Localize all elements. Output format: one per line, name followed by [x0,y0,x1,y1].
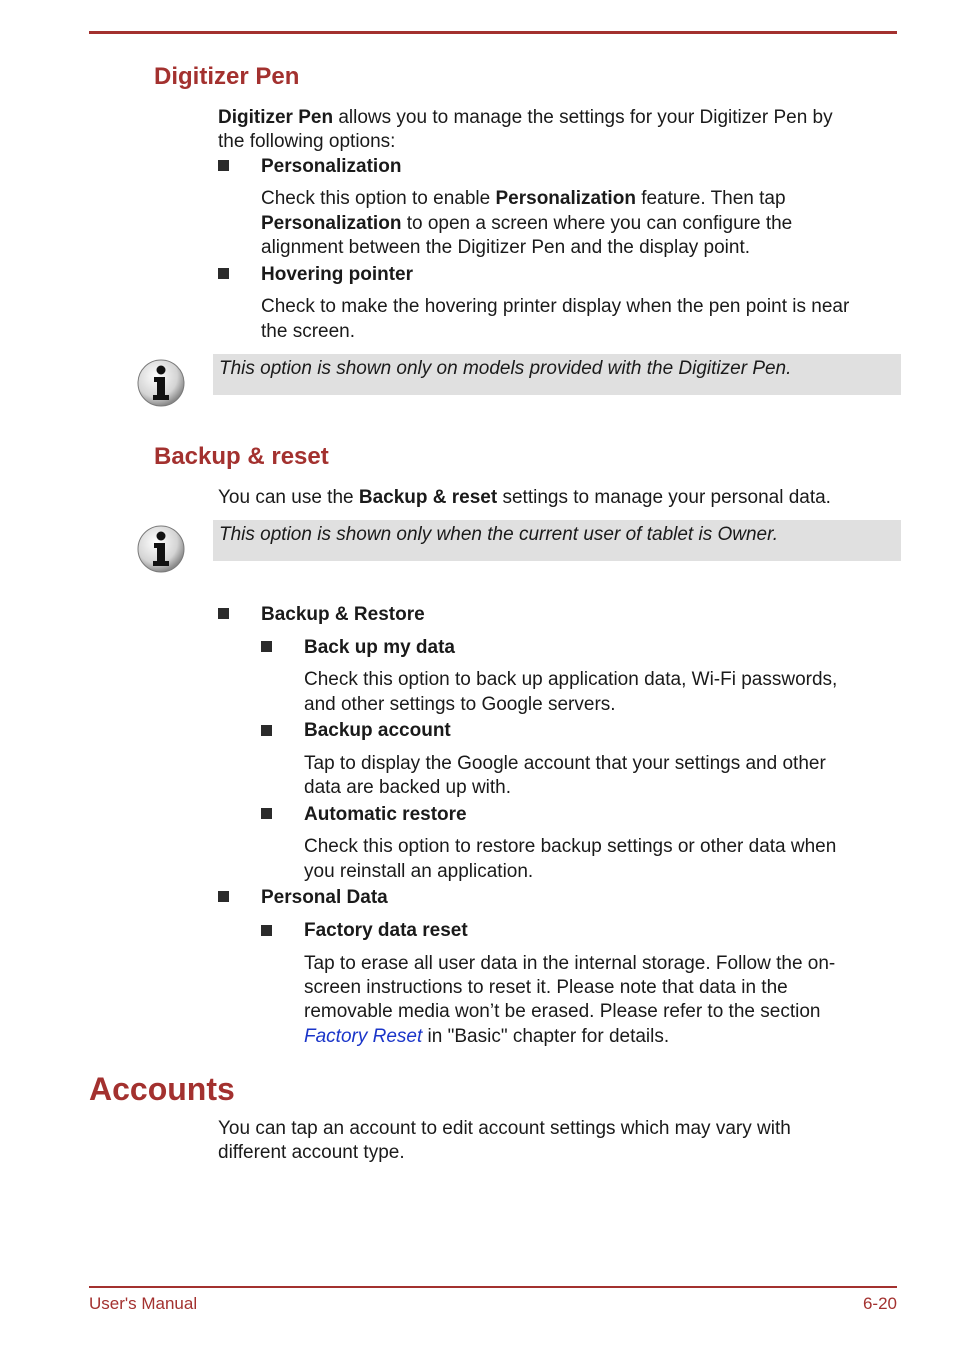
footer-title: User's Manual [89,1294,198,1313]
personalization-line3: alignment between the Digitizer Pen and the display point. [261,237,751,258]
digitizer-intro-text: allows you to manage the settings for your Digitizer Pen by [333,107,833,128]
personal-data-title: Personal Data [261,887,388,908]
automatic-restore-line2: you reinstall an application. [304,861,534,882]
info-icon [136,358,186,408]
backup-account-line2: data are backed up with. [304,777,512,798]
text-span: in "Basic" chapter for details. [422,1026,670,1047]
top-rule [89,31,897,34]
factory-line2: screen instructions to reset it. Please note that data in the [304,977,788,998]
bullet-icon [218,160,229,171]
automatic-restore-title: Automatic restore [304,804,467,825]
text-span-bold: Personalization [495,188,636,209]
bullet-icon [261,725,272,736]
note-text: This option is shown only when the current user of tablet is Owner. [219,524,779,545]
text-span: You can use the [218,487,359,508]
factory-reset-link[interactable]: Factory Reset [304,1026,423,1047]
back-up-my-data-line1: Check this option to back up application data, Wi-Fi passwords, [304,669,838,690]
chapter-heading-accounts: Accounts [89,1071,235,1107]
factory-line4 [304,1025,669,1050]
footer-rule [89,1286,897,1288]
bullet-icon [261,925,272,936]
info-icon [136,524,186,574]
bullet-icon [261,641,272,652]
note-box-backup [213,520,901,561]
factory-line1: Tap to erase all user data in the internal storage. Follow the on- [304,953,836,974]
hovering-title: Hovering pointer [261,264,414,285]
note-box-digitizer [213,354,901,395]
personalization-line1 [261,187,786,212]
personalization-line2 [261,212,792,237]
text-span-bold: Backup & reset [358,487,498,508]
bullet-icon [218,891,229,902]
bullet-icon [261,808,272,819]
back-up-my-data-title: Back up my data [304,637,455,658]
hovering-line2: the screen. [261,321,355,342]
text-span-bold: Personalization [261,213,402,234]
digitizer-intro-line1 [218,106,833,131]
text-span: settings to manage your personal data. [497,487,831,508]
hovering-line1: Check to make the hovering printer display when the pen point is near [261,296,850,317]
factory-data-reset-title: Factory data reset [304,920,468,941]
text-span: to open a screen where you can configure the [401,213,793,234]
text-span: Check this option to enable [261,188,496,209]
bullet-icon [218,608,229,619]
backup-intro [218,486,831,511]
backup-account-title: Backup account [304,720,451,741]
back-up-my-data-line2: and other settings to Google servers. [304,694,616,715]
section-heading-backup-reset: Backup & reset [154,443,329,470]
factory-line3: removable media won’t be erased. Please refer to the section [304,1001,821,1022]
digitizer-intro-line2: the following options: [218,131,396,152]
backup-account-line1: Tap to display the Google account that your settings and other [304,753,826,774]
digitizer-intro-bold: Digitizer Pen [218,107,334,128]
automatic-restore-line1: Check this option to restore backup settings or other data when [304,836,837,857]
note-text: This option is shown only on models provided with the Digitizer Pen. [219,358,792,379]
bullet-icon [218,268,229,279]
accounts-line2: different account type. [218,1142,405,1163]
page-number: 6-20 [862,1294,897,1313]
text-span: feature. Then tap [635,188,786,209]
section-heading-digitizer-pen: Digitizer Pen [154,63,300,90]
accounts-line1: You can tap an account to edit account settings which may vary with [218,1118,791,1139]
personalization-title: Personalization [261,156,402,177]
backup-restore-title: Backup & Restore [261,604,425,625]
